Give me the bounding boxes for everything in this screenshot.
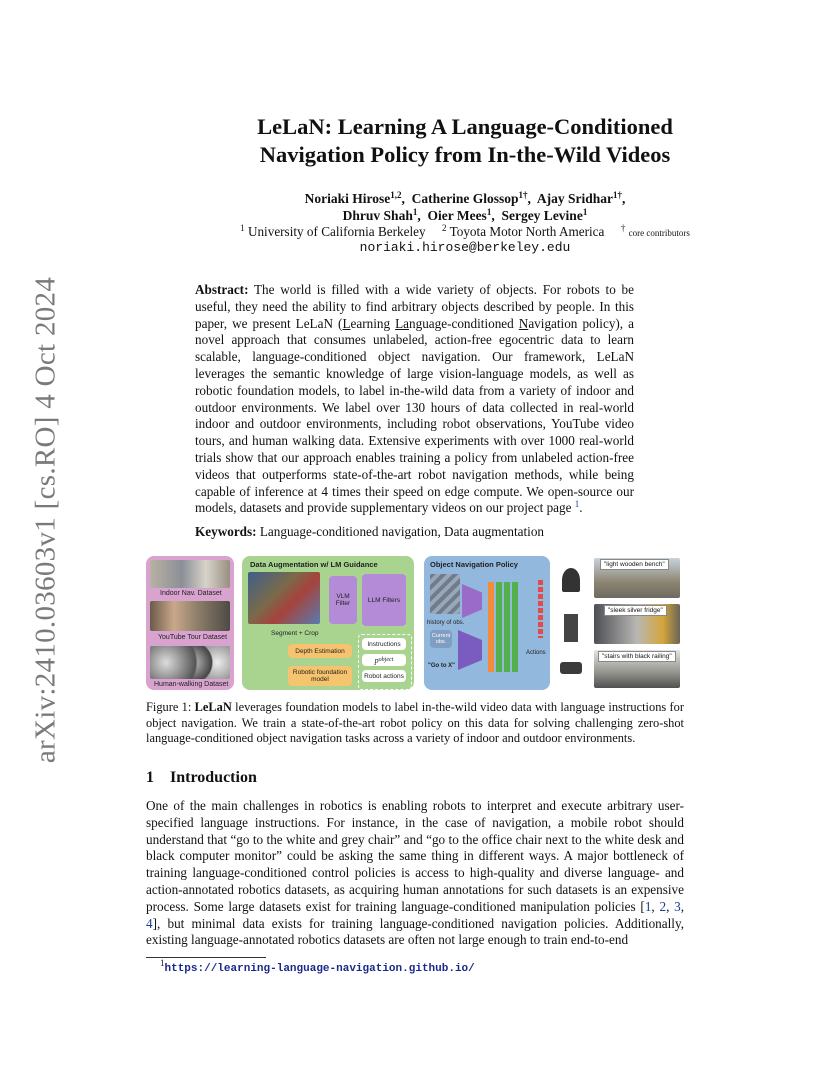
policy-title: Object Navigation Policy	[430, 560, 518, 569]
core-contributors-note: core contributors	[628, 228, 690, 238]
author-email: noriaki.hirose@berkeley.edu	[359, 240, 571, 255]
aff-sup: 2	[442, 223, 447, 233]
goto-label: "Go to X"	[428, 663, 456, 669]
author-sup: 1	[486, 207, 492, 217]
keywords-text: Language-conditioned navigation, Data augmentation	[259, 524, 545, 539]
aff-sup: †	[620, 223, 626, 233]
depth-estimation-box: Depth Estimation	[288, 644, 352, 658]
abstract-text: The world is filled with a wide variety of objects. For robots to be useful, they need the ability to find arbitrary objects described by people. In this paper, we present LeLaN (	[195, 282, 634, 331]
footnote	[160, 958, 475, 975]
author-line-2: Dhruv Shah$^1$, Oier Mees$^1$, Sergey Levine$^1$	[342, 207, 588, 223]
transformer-bar-3	[504, 582, 510, 672]
pobject-box	[362, 654, 406, 666]
actions-label: Actions	[526, 650, 546, 656]
history-frames	[430, 574, 460, 614]
citation-link[interactable]: 2	[659, 898, 667, 914]
citation-link[interactable]: 1	[644, 898, 652, 914]
robot-2	[564, 614, 578, 642]
robot-actions-box: Robot actions	[362, 670, 406, 682]
instructions-box: Instructions	[362, 638, 406, 650]
section-number: 1	[146, 769, 154, 786]
robot-3	[560, 662, 582, 674]
author-name: Catherine Glossop	[411, 191, 519, 206]
transformer-bar-4	[512, 582, 518, 672]
author-name: Oier Mees	[427, 208, 487, 223]
abstract-text: a novel approach that consumes unlabeled, action-free egocentric data to learn scalable, language-conditioned object navigation. Our framework, LeLaN leverages the semantic knowledge of large vision-language models, as well as robotic foundation models, to label in-the-wild data from a variety of indoor and outdoor environments. We label over 130 hours of data collected in real-world indoor and outdoor environments, including robot observations, YouTube video tours, and human walking data. Extensive experiments with over 1000 real-world trials show that our approach enables training a policy from unlabeled action-free videos that outperforms state-of-the-art robot navigation methods, while being capable of inference at 4 times their speed on edge compute. We open-source our models, datasets and provide supplementary videos on our project page	[195, 315, 635, 516]
pobject-subscript: object	[378, 657, 394, 663]
transformer-bar-2	[496, 582, 502, 672]
author-sup: 1	[412, 207, 418, 217]
author-name: Dhruv Shah	[342, 208, 413, 223]
current-obs-box: Current obs.	[430, 630, 452, 648]
citation-link[interactable]: 4	[146, 915, 153, 931]
author-name: Noriaki Hirose	[304, 191, 391, 206]
abstract-text: .	[579, 500, 583, 516]
llm-filter-box: LLM Filters	[362, 574, 406, 626]
history-label: history of obs.	[427, 620, 465, 626]
abstract-text: earning	[350, 315, 396, 331]
indoor-photo	[150, 560, 230, 588]
abstract	[195, 282, 634, 517]
project-page-link[interactable]: https://learning-language-navigation.github.io/	[164, 963, 475, 975]
author-sup: 1	[582, 207, 588, 217]
abstract-text: avigation policy),	[528, 315, 624, 331]
abstract-text: nguage-conditioned	[409, 315, 519, 331]
pobject-symbol: p	[374, 655, 379, 665]
figure-caption	[146, 700, 684, 747]
robotic-foundation-box: Robotic foundation model	[288, 666, 352, 686]
result-query-1: "light wooden bench"	[600, 559, 669, 570]
indoor-dataset-label: Indoor Nav. Dataset	[160, 590, 222, 597]
caption-bold: LeLaN	[194, 700, 232, 714]
segment-crop-label: Segment + Crop	[271, 630, 319, 637]
affiliation-2: Toyota Motor North America	[449, 224, 605, 239]
result-query-3: "stairs with black railing"	[598, 651, 676, 662]
citation-link[interactable]: 3	[674, 898, 681, 914]
human-walking-photo	[150, 646, 230, 679]
action-tokens	[538, 580, 543, 638]
author-sup: 1†	[518, 190, 528, 200]
author-name: Sergey Levine	[501, 208, 583, 223]
robot-1	[562, 568, 580, 592]
augmentation-title: Data Augmentation w/ LM Guidance	[250, 560, 378, 569]
keywords-label: Keywords:	[195, 524, 257, 539]
footnote-marker[interactable]: 1	[574, 499, 580, 510]
arxiv-stamp: arXiv:2410.03603v1 [cs.RO] 4 Oct 2024	[29, 276, 62, 764]
author-line-1: Noriaki Hirose$^{1,2}$, Catherine Glossop$^{1\dagger}$, Ajay Sridhar$^{1\dagger}$,	[304, 190, 626, 206]
author-name: Ajay Sridhar	[536, 191, 614, 206]
footnote-mark: 1	[160, 958, 165, 968]
author-sup: 1†	[613, 190, 623, 200]
result-query-2: "sleek silver fridge"	[604, 605, 667, 616]
underlined-letter: N	[518, 315, 529, 331]
aff-sup: 1	[240, 223, 245, 233]
author-sup: 1,2	[390, 190, 402, 200]
youtube-photo	[150, 601, 230, 631]
human-walking-dataset-label: Human-walking Dataset	[154, 681, 229, 688]
caption-label: Figure 1:	[146, 700, 192, 714]
figure-1	[146, 554, 684, 694]
section-title: Introduction	[170, 769, 257, 786]
youtube-dataset-label: YouTube Tour Dataset	[158, 634, 228, 641]
vlm-filter-box: VLM Filter	[329, 576, 357, 624]
section-heading	[146, 769, 257, 787]
paper-title-line-1: LeLaN: Learning A Language-Conditioned	[257, 114, 673, 139]
introduction-paragraph: One of the main challenges in robotics is enabling robots to interpret and execute arbitrary user-specified language instructions. For instance, in the case of navigation, a mobile robot should understand that “go to the white and grey chair” and “go to the office chair next to the white desk and black computer monitor” could be asking the same thing in different ways. A major bottleneck of training language-conditioned control policies is access to high-quality and diverse language- and action-annotated robotics datasets, as acquiring human annotations for such datasets is an expensive process. Some large datasets exist for training language-conditioned manipulation policies [1, 2, 3, 4], but minimal data exists for training language-conditioned navigation policies. Additionally, existing language-annotated robotics datasets are often not large enough to train end-to-end	[146, 798, 685, 948]
caption-text: leverages foundation models to label in-the-wild video data with language instructions for object navigation. We train a state-of-the-art robot policy on this data for solving challenging zero-shot language-conditioned object navigation tasks across a variety of indoor and outdoor environments.	[146, 700, 684, 746]
abstract-label: Abstract:	[195, 282, 249, 297]
underlined-letter: L	[342, 315, 351, 331]
affiliation-1: University of California Berkeley	[247, 224, 426, 239]
underlined-letter: La	[395, 315, 410, 331]
segmented-image	[248, 572, 320, 624]
paper-title-line-2: Navigation Policy from In-the-Wild Videos	[259, 142, 671, 167]
keywords	[195, 524, 634, 540]
intro-text: ], but minimal data exists for training language-conditioned navigation policies. Additionally, existing language-annotated robotics datasets are often not large enough to train end-to-end	[146, 915, 684, 948]
intro-text: One of the main challenges in robotics is enabling robots to interpret and execute arbitrary user-specified language instructions. For instance, in the case of navigation, a mobile robot should understand that “go to the white and grey chair” and “go to the office chair next to the white desk and black computer monitor” could be asking the same thing in different ways. A major bottleneck of training language-conditioned control policies is access to high-quality and diverse language- and action-annotated robotics datasets, as acquiring human annotations for such datasets is an expensive process. Some large datasets exist for training language-conditioned manipulation policies [	[146, 798, 684, 914]
transformer-bar-1	[488, 582, 494, 672]
